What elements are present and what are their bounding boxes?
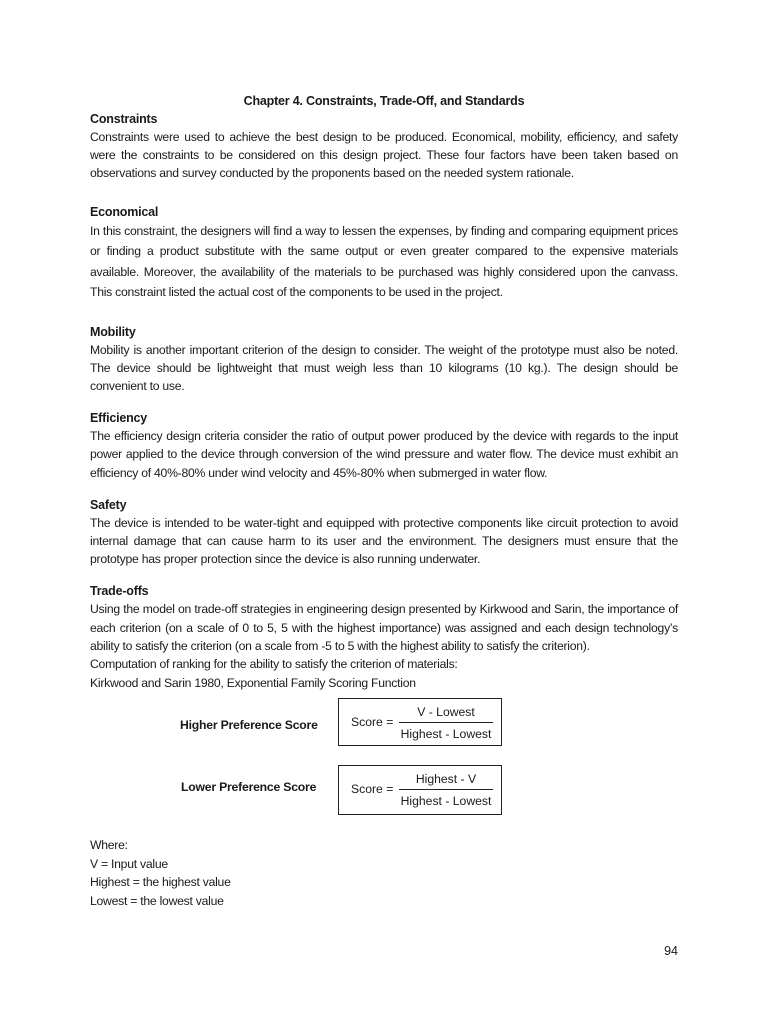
where-block xyxy=(90,836,231,910)
section-heading-constraints: Constraints xyxy=(90,112,158,126)
higher-score-label: Score = xyxy=(351,715,394,730)
paragraph-constraints: Constraints were used to achieve the best design to be produced. Economical, mobility, efficiency, and safety were the constraints to be considered on this design project. These four factors have been taken based on observations and survey conducted by the proponents based on the needed system rationale. xyxy=(90,130,678,181)
where-item-v: V = Input value xyxy=(90,856,168,871)
section-heading-efficiency: Efficiency xyxy=(90,411,148,426)
where-title: Where: xyxy=(90,838,128,852)
lower-preference-label: Lower Preference Score xyxy=(181,780,317,795)
paragraph-mobility: Mobility is another important criterion of the design to consider. The weight of the prototype must also be noted. The device should be lightweight that must weigh less than 10 kilograms (10 kg.). The design should be convenient to use. xyxy=(90,342,678,394)
document-page xyxy=(90,94,678,818)
lower-fraction xyxy=(399,770,493,810)
higher-fraction-bar xyxy=(399,722,493,723)
lower-denominator: Highest - Lowest xyxy=(400,794,492,809)
paragraph-tradeoffs: Using the model on trade-off strategies in engineering design presented by Kirkwood and Sarin, the importance of each criterion (on a scale of 0 to 5, 5 with the highest importance) was assigned and each design technology’s ability to satisfy the criterion (on a scale from -5 to 5 with the highest ability to satisfy the criterion). xyxy=(90,602,678,653)
where-item-lowest: Lowest = the lowest value xyxy=(90,893,224,908)
page-number: 94 xyxy=(664,944,678,958)
section-heading-tradeoffs: Trade-offs xyxy=(90,584,149,599)
higher-fraction xyxy=(399,703,493,743)
chapter-title: Chapter 4. Constraints, Trade-Off, and Standards xyxy=(243,94,525,108)
section-heading-safety: Safety xyxy=(90,497,127,512)
section-heading-mobility: Mobility xyxy=(90,324,136,339)
lower-numerator: Highest - V xyxy=(415,772,477,787)
lower-preference-formula xyxy=(338,765,502,815)
formula-area xyxy=(90,698,678,818)
paragraph-economical: In this constraint, the designers will find a way to lessen the expenses, by finding and comparing equipment prices or finding a product substitute with the same output or even greater compared to the expensive materials available. Moreover, the availability of the materials to be purchased was highly considered upon the canvass. This constraint listed the actual cost of the components to be used in the project. xyxy=(90,223,678,300)
higher-preference-label: Higher Preference Score xyxy=(180,718,318,733)
higher-preference-formula xyxy=(338,698,502,746)
where-item-highest: Highest = the highest value xyxy=(90,875,231,889)
lower-fraction-bar xyxy=(399,789,493,790)
higher-denominator: Highest - Lowest xyxy=(400,727,492,742)
lower-score-label: Score = xyxy=(351,782,394,797)
higher-numerator: V - Lowest xyxy=(417,705,475,720)
reference-line: Kirkwood and Sarin 1980, Exponential Family Scoring Function xyxy=(90,675,416,690)
paragraph-safety: The device is intended to be water-tight and equipped with protective components like circuit protection to avoid internal damage that can cause harm to its user and the environment. The designers must ensure that the prototype has proper protection since the device is also running underwater. xyxy=(90,515,678,567)
paragraph-efficiency: The efficiency design criteria consider the ratio of output power produced by the device with regards to the input power applied to the device through conversion of the wind pressure and water flow. The device must exhibit an efficiency of 40%-80% under wind velocity and 45%-80% when submerged in water flow. xyxy=(90,429,678,480)
section-heading-economical: Economical xyxy=(90,204,159,219)
computation-line: Computation of ranking for the ability to satisfy the criterion of materials: xyxy=(90,657,458,672)
